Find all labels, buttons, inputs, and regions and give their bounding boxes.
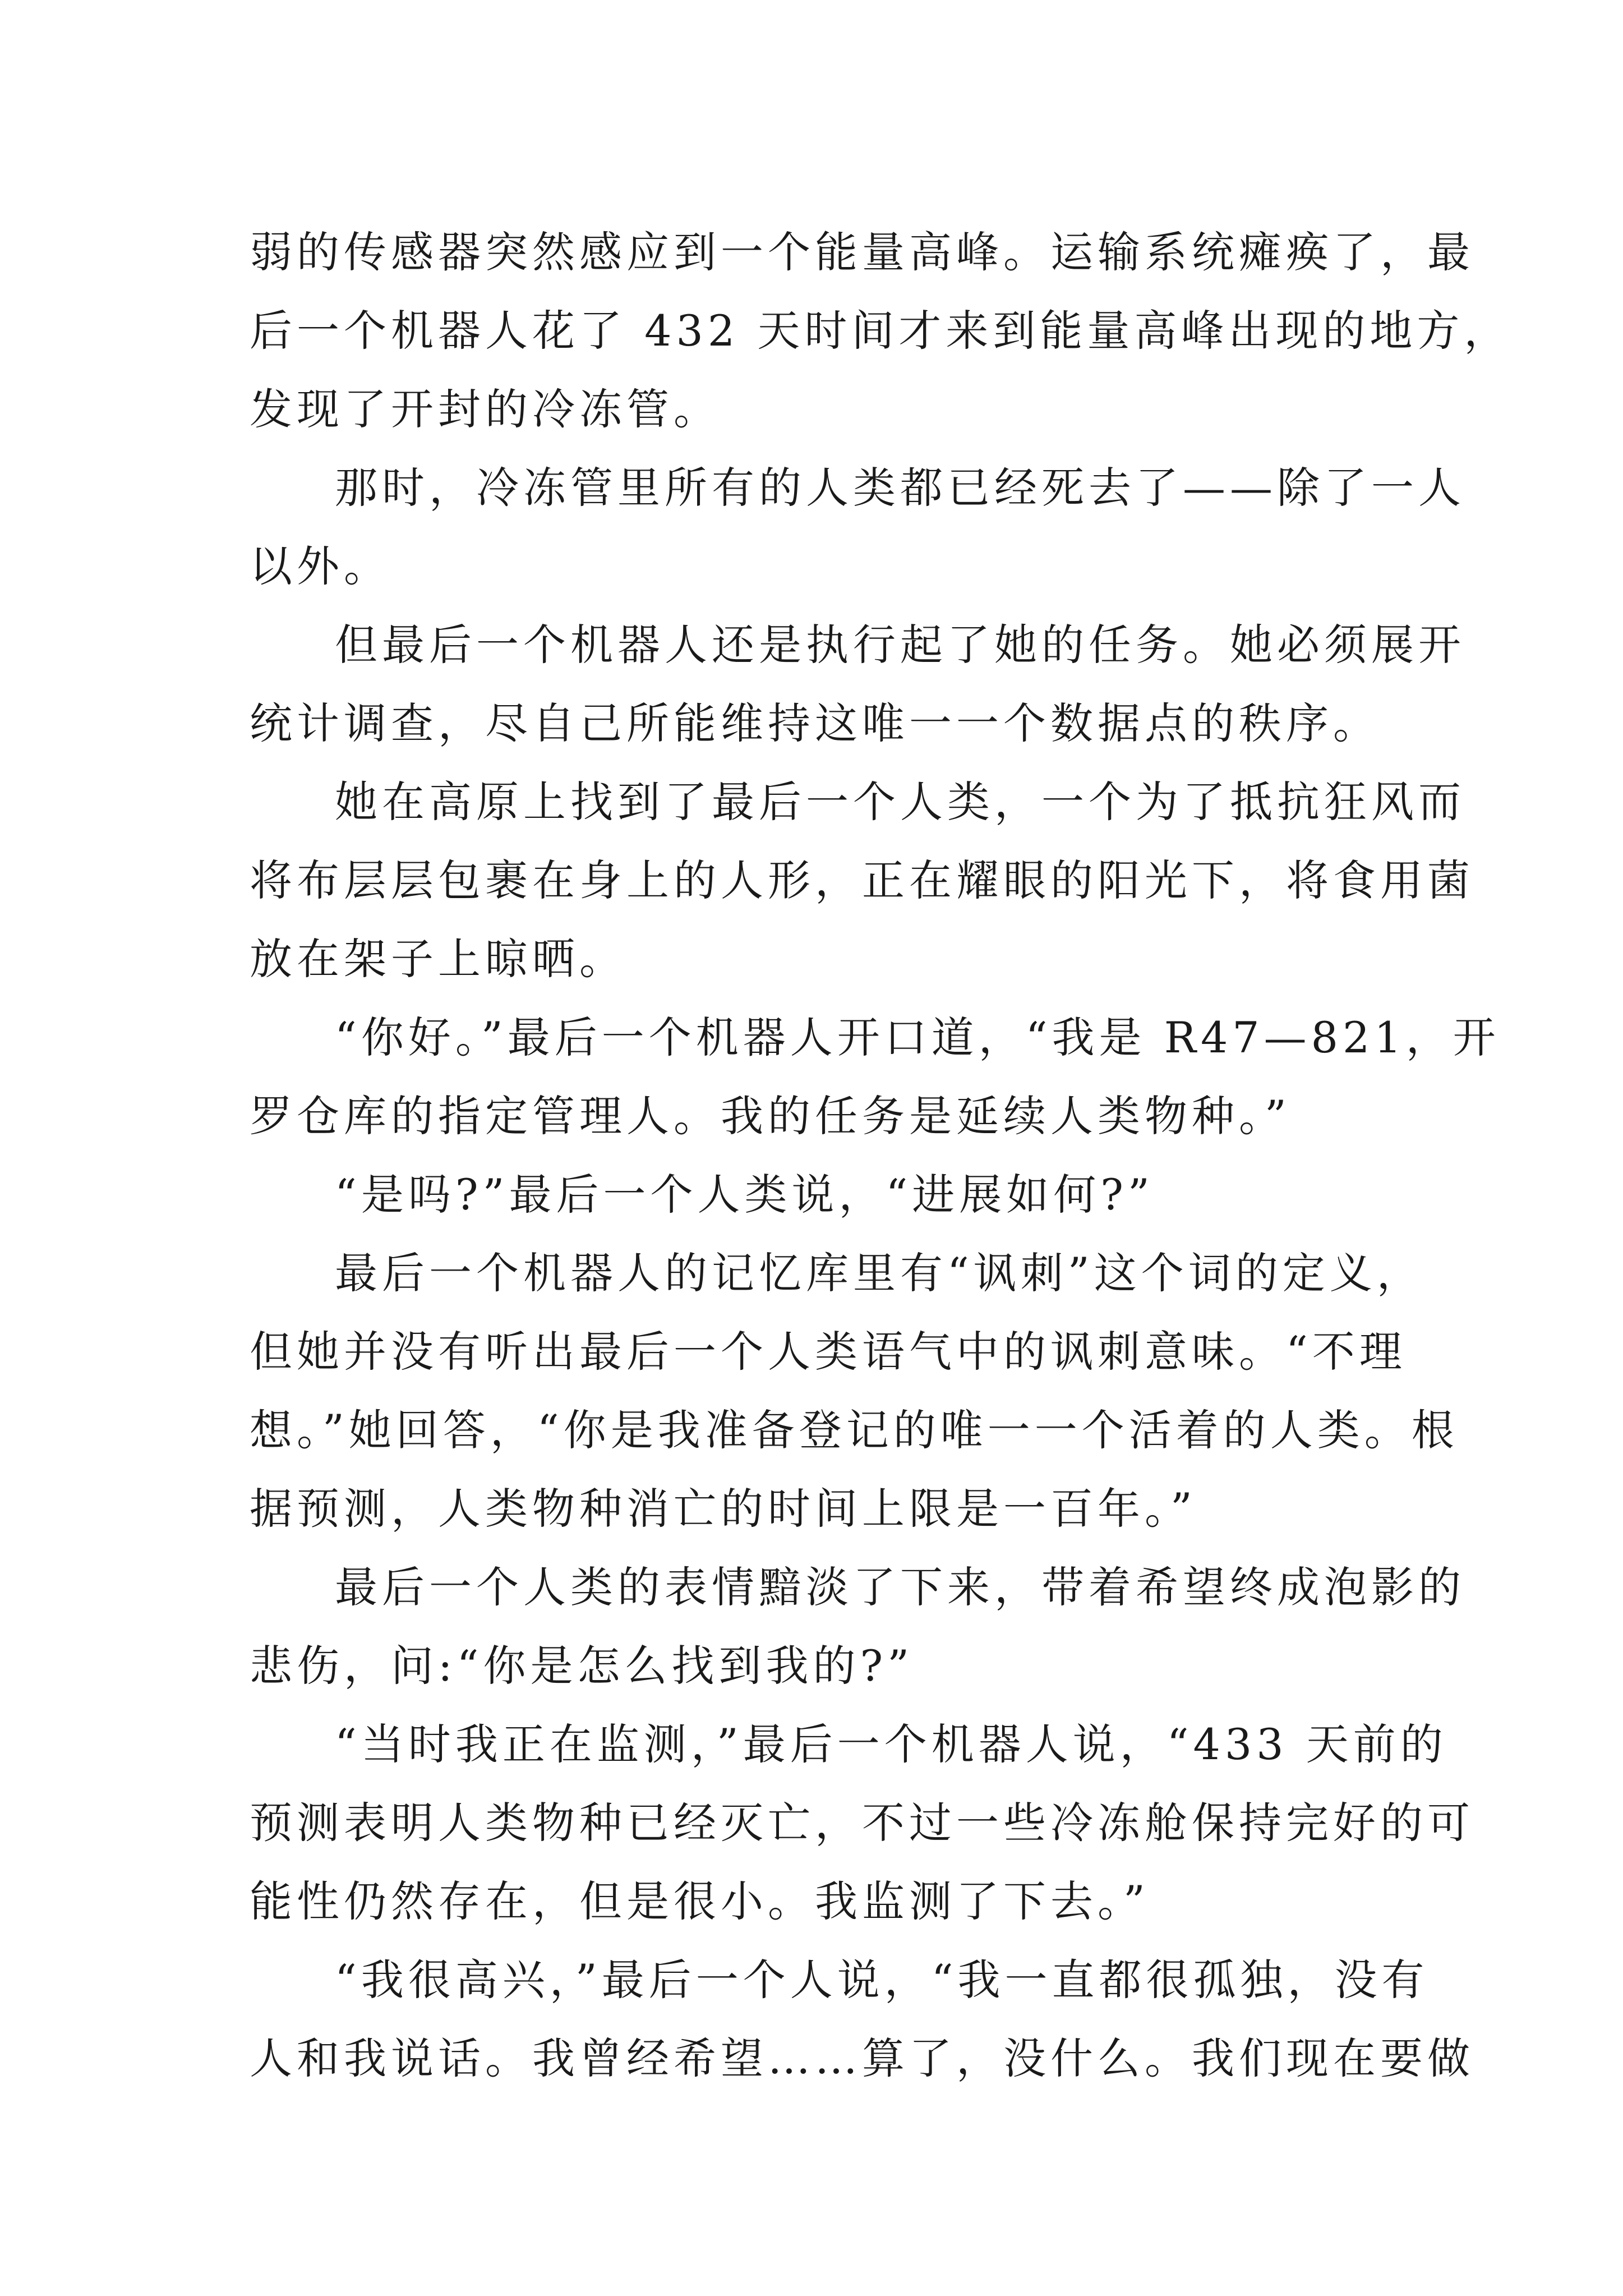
text-line: 后一个机器人花了 432 天时间才来到能量高峰出现的地方， bbox=[250, 306, 1511, 356]
text-line: 但她并没有听出最后一个人类语气中的讽刺意味。“不理 bbox=[250, 1327, 1407, 1377]
text-line: 能性仍然存在，但是很小。我监测了下去。” bbox=[250, 1876, 1150, 1926]
paragraph-start-line: 最后一个机器人的记忆库里有“讽刺”这个词的定义， bbox=[335, 1248, 1424, 1298]
text-line: 放在架子上晾晒。 bbox=[250, 934, 626, 984]
paragraph-start-line: 那时，冷冻管里所有的人类都已经死去了——除了一人 bbox=[335, 463, 1465, 513]
text-line: 弱的传感器突然感应到一个能量高峰。运输系统瘫痪了，最 bbox=[250, 227, 1474, 277]
paragraph-start-line: “当时我正在监测，”最后一个机器人说，“433 天前的 bbox=[335, 1719, 1447, 1769]
text-line: 发现了开封的冷冻管。 bbox=[250, 384, 721, 434]
text-line: 统计调查，尽自己所能维持这唯一一个数据点的秩序。 bbox=[250, 698, 1380, 748]
text-line: 悲伤，问:“你是怎么找到我的?” bbox=[250, 1641, 914, 1691]
paragraph-start-line: 但最后一个机器人还是执行起了她的任务。她必须展开 bbox=[335, 620, 1465, 670]
paragraph-start-line: “你好。”最后一个机器人开口道，“我是 R47—821，开 bbox=[335, 1013, 1500, 1062]
text-line: 将布层层包裹在身上的人形，正在耀眼的阳光下，将食用菌 bbox=[250, 855, 1474, 905]
text-line: 人和我说话。我曾经希望……算了，没什么。我们现在要做 bbox=[250, 2033, 1474, 2083]
paragraph-start-line: 她在高原上找到了最后一个人类，一个为了抵抗狂风而 bbox=[335, 777, 1465, 827]
text-line: 想。”她回答，“你是我准备登记的唯一一个活着的人类。根 bbox=[250, 1405, 1459, 1455]
body-text bbox=[250, 213, 1511, 2098]
paragraph-start-line: “我很高兴，”最后一个人说，“我一直都很孤独，没有 bbox=[335, 1955, 1429, 2005]
paragraph-start-line: “是吗?”最后一个人类说，“进展如何?” bbox=[335, 1170, 1154, 1220]
text-line: 据预测，人类物种消亡的时间上限是一百年。” bbox=[250, 1484, 1197, 1534]
paragraph-start-line: 最后一个人类的表情黯淡了下来，带着希望终成泡影的 bbox=[335, 1562, 1465, 1612]
text-line: 罗仓库的指定管理人。我的任务是延续人类物种。” bbox=[250, 1091, 1291, 1141]
text-line: 以外。 bbox=[250, 541, 391, 591]
text-line: 预测表明人类物种已经灭亡，不过一些冷冻舱保持完好的可 bbox=[250, 1798, 1474, 1848]
